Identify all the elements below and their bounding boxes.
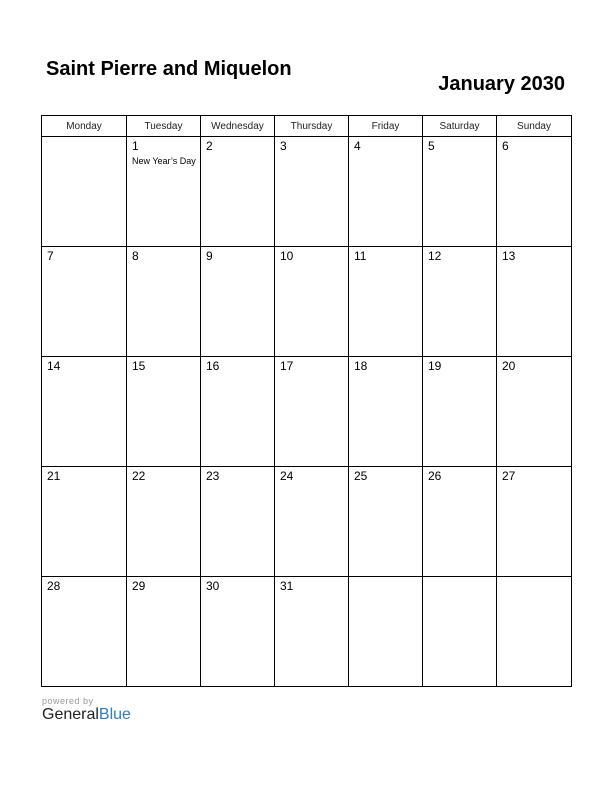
day-cell <box>42 357 127 467</box>
day-number: 4 <box>354 139 361 153</box>
day-number: 15 <box>132 359 146 373</box>
day-cell <box>497 577 572 687</box>
day-cell <box>127 467 201 577</box>
day-number: 30 <box>206 579 220 593</box>
day-number: 17 <box>280 359 294 373</box>
day-number: 5 <box>428 139 435 153</box>
day-number: 29 <box>132 579 146 593</box>
weekday-header-row <box>42 116 572 137</box>
day-cell <box>423 137 497 247</box>
weekday-header: Monday <box>42 116 127 137</box>
day-cell <box>127 137 201 247</box>
day-number: 13 <box>502 249 516 263</box>
day-cell <box>497 467 572 577</box>
day-cell <box>349 577 423 687</box>
day-cell <box>275 247 349 357</box>
day-number <box>497 577 571 580</box>
holiday-label: New Year’s Day <box>132 156 196 166</box>
weekday-header: Tuesday <box>127 116 201 137</box>
day-number: 1 <box>132 139 139 153</box>
day-number: 7 <box>47 249 54 263</box>
day-number: 14 <box>47 359 61 373</box>
week-row <box>42 247 572 357</box>
day-number: 31 <box>280 579 294 593</box>
footer-brand <box>42 696 131 724</box>
day-number: 19 <box>428 359 442 373</box>
day-number: 6 <box>502 139 509 153</box>
day-cell <box>349 357 423 467</box>
day-number: 27 <box>502 469 516 483</box>
day-cell <box>42 467 127 577</box>
week-row <box>42 467 572 577</box>
day-cell <box>201 357 275 467</box>
day-number: 28 <box>47 579 61 593</box>
day-number: 23 <box>206 469 220 483</box>
day-number: 26 <box>428 469 442 483</box>
calendar-grid <box>41 115 572 687</box>
brand-general: General <box>42 706 99 723</box>
day-number: 24 <box>280 469 294 483</box>
day-cell <box>423 577 497 687</box>
day-number <box>42 137 126 140</box>
day-cell <box>275 357 349 467</box>
day-cell <box>423 247 497 357</box>
day-number: 20 <box>502 359 516 373</box>
weekday-header: Thursday <box>275 116 349 137</box>
day-number: 12 <box>428 249 442 263</box>
day-cell <box>42 577 127 687</box>
day-number: 22 <box>132 469 146 483</box>
day-cell <box>201 137 275 247</box>
day-number: 8 <box>132 249 139 263</box>
day-cell <box>349 467 423 577</box>
day-number <box>423 577 496 580</box>
day-cell <box>275 467 349 577</box>
day-cell <box>201 577 275 687</box>
week-row <box>42 577 572 687</box>
day-cell <box>201 467 275 577</box>
day-cell <box>42 247 127 357</box>
brand-blue: Blue <box>98 706 131 723</box>
day-number: 21 <box>47 469 61 483</box>
day-cell <box>275 137 349 247</box>
day-number: 3 <box>280 139 287 153</box>
day-cell <box>127 247 201 357</box>
day-number: 9 <box>206 249 213 263</box>
weekday-header: Wednesday <box>201 116 275 137</box>
powered-by-label: powered by <box>42 696 94 706</box>
day-cell <box>127 357 201 467</box>
day-number <box>349 577 422 580</box>
week-row <box>42 137 572 247</box>
day-cell <box>201 247 275 357</box>
day-cell <box>349 247 423 357</box>
calendar-country-title: Saint Pierre and Miquelon <box>46 58 292 80</box>
day-cell <box>497 247 572 357</box>
day-cell <box>42 137 127 247</box>
day-cell <box>275 577 349 687</box>
day-number: 18 <box>354 359 368 373</box>
day-number: 2 <box>206 139 213 153</box>
weekday-header: Friday <box>349 116 423 137</box>
day-number: 16 <box>206 359 220 373</box>
day-cell <box>349 137 423 247</box>
weekday-header: Saturday <box>423 116 497 137</box>
day-cell <box>423 357 497 467</box>
calendar-month-title: January 2030 <box>438 73 565 95</box>
day-number: 11 <box>354 249 367 263</box>
day-cell <box>423 467 497 577</box>
day-number: 10 <box>280 249 294 263</box>
day-cell <box>497 137 572 247</box>
week-row <box>42 357 572 467</box>
day-cell <box>127 577 201 687</box>
brand-logo <box>42 706 131 724</box>
weekday-header: Sunday <box>497 116 572 137</box>
day-cell <box>497 357 572 467</box>
day-number: 25 <box>354 469 368 483</box>
